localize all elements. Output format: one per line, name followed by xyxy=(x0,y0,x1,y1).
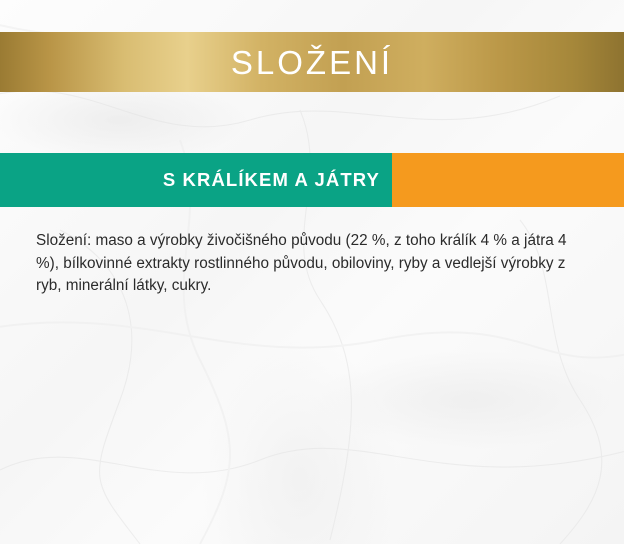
variant-bar-teal-segment xyxy=(0,153,392,207)
variant-bar-orange-segment xyxy=(392,153,624,207)
page-title: SLOŽENÍ xyxy=(230,43,394,81)
title-banner xyxy=(0,32,624,92)
variant-bar xyxy=(0,153,624,207)
composition-text: Složení: maso a výrobky živočišného původu (22 %, z toho králík 4 % a játra 4 %), bílkovinné extrakty rostlinného původu, obiloviny, ryby a vedlejší výrobky z ryb, minerální látky, cukry. xyxy=(36,232,567,295)
variant-label: S KRÁLÍKEM A JÁTRY xyxy=(162,169,380,190)
